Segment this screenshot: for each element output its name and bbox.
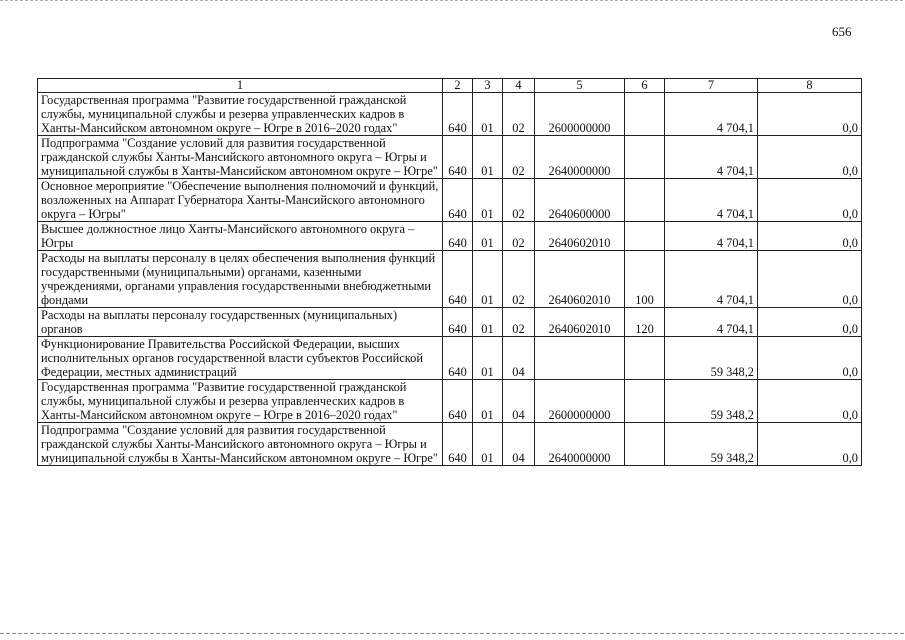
- target-article-code: 2640000000: [535, 423, 625, 466]
- expense-type-code: [625, 222, 665, 251]
- amount-secondary: 0,0: [758, 380, 862, 423]
- row-name: Высшее должностное лицо Ханты-Мансийского автономного округа – Югры: [38, 222, 443, 251]
- row-name: Подпрограмма "Создание условий для развития государственной гражданской службы Ханты-Мансийского автономного округа – Югры и муниципальной службы в Ханты-Мансийском автономном округе – Югре": [38, 423, 443, 466]
- amount: 59 348,2: [665, 337, 758, 380]
- table-row: [38, 136, 862, 179]
- target-article-code: 2600000000: [535, 380, 625, 423]
- subsection-code: 02: [503, 93, 535, 136]
- section-code: 01: [473, 222, 503, 251]
- expense-type-code: 120: [625, 308, 665, 337]
- target-article-code: 2600000000: [535, 93, 625, 136]
- subsection-code: 04: [503, 380, 535, 423]
- expense-type-code: [625, 93, 665, 136]
- column-header-2: 2: [443, 79, 473, 93]
- row-name: Расходы на выплаты персоналу в целях обеспечения выполнения функций государственными (муниципальными) органами, казенными учреждениями, органами управления государственными внебюджетными фондами: [38, 251, 443, 308]
- row-name: Расходы на выплаты персоналу государственных (муниципальных) органов: [38, 308, 443, 337]
- table-row: [38, 423, 862, 466]
- subsection-code: 02: [503, 136, 535, 179]
- ministry-code: 640: [443, 251, 473, 308]
- column-header-6: 6: [625, 79, 665, 93]
- expense-type-code: [625, 136, 665, 179]
- table-row: [38, 222, 862, 251]
- subsection-code: 04: [503, 423, 535, 466]
- amount: 4 704,1: [665, 93, 758, 136]
- section-code: 01: [473, 136, 503, 179]
- amount-secondary: 0,0: [758, 136, 862, 179]
- amount-secondary: 0,0: [758, 251, 862, 308]
- amount-secondary: 0,0: [758, 93, 862, 136]
- ministry-code: 640: [443, 93, 473, 136]
- subsection-code: 04: [503, 337, 535, 380]
- ministry-code: 640: [443, 337, 473, 380]
- table-row: [38, 179, 862, 222]
- amount: 4 704,1: [665, 308, 758, 337]
- section-code: 01: [473, 251, 503, 308]
- row-name: Подпрограмма "Создание условий для развития государственной гражданской службы Ханты-Мансийского автономного округа – Югры и муниципальной службы в Ханты-Мансийском автономном округе – Югре": [38, 136, 443, 179]
- table-row: [38, 308, 862, 337]
- subsection-code: 02: [503, 222, 535, 251]
- target-article-code: 2640602010: [535, 308, 625, 337]
- amount: 4 704,1: [665, 136, 758, 179]
- column-header-3: 3: [473, 79, 503, 93]
- ministry-code: 640: [443, 308, 473, 337]
- section-code: 01: [473, 337, 503, 380]
- budget-table: [37, 78, 862, 466]
- expense-type-code: [625, 380, 665, 423]
- subsection-code: 02: [503, 251, 535, 308]
- scan-top-edge: [0, 0, 905, 1]
- table-row: [38, 93, 862, 136]
- ministry-code: 640: [443, 222, 473, 251]
- ministry-code: 640: [443, 423, 473, 466]
- target-article-code: 2640602010: [535, 251, 625, 308]
- section-code: 01: [473, 380, 503, 423]
- expense-type-code: [625, 179, 665, 222]
- amount: 59 348,2: [665, 380, 758, 423]
- amount-secondary: 0,0: [758, 337, 862, 380]
- table-row: [38, 337, 862, 380]
- amount: 4 704,1: [665, 251, 758, 308]
- amount-secondary: 0,0: [758, 308, 862, 337]
- target-article-code: 2640000000: [535, 136, 625, 179]
- section-code: 01: [473, 308, 503, 337]
- amount: 4 704,1: [665, 222, 758, 251]
- amount-secondary: 0,0: [758, 179, 862, 222]
- section-code: 01: [473, 179, 503, 222]
- scan-bottom-edge: [0, 633, 905, 634]
- ministry-code: 640: [443, 380, 473, 423]
- ministry-code: 640: [443, 136, 473, 179]
- column-header-1: 1: [38, 79, 443, 93]
- table-row: [38, 251, 862, 308]
- column-header-5: 5: [535, 79, 625, 93]
- row-name: Основное мероприятие "Обеспечение выполнения полномочий и функций, возложенных на Аппарат Губернатора Ханты-Мансийского автономного округа – Югры": [38, 179, 443, 222]
- column-header-7: 7: [665, 79, 758, 93]
- header-row: [38, 79, 862, 93]
- row-name: Функционирование Правительства Российской Федерации, высших исполнительных органов государственной власти субъектов Российской Федерации, местных администраций: [38, 337, 443, 380]
- subsection-code: 02: [503, 179, 535, 222]
- subsection-code: 02: [503, 308, 535, 337]
- row-name: Государственная программа "Развитие государственной гражданской службы, муниципальной службы и резерва управленческих кадров в Ханты-Мансийском автономном округе – Югре в 2016–2020 годах": [38, 380, 443, 423]
- expense-type-code: [625, 337, 665, 380]
- target-article-code: [535, 337, 625, 380]
- amount-secondary: 0,0: [758, 423, 862, 466]
- section-code: 01: [473, 93, 503, 136]
- amount: 4 704,1: [665, 179, 758, 222]
- page-number: 656: [832, 24, 852, 39]
- column-header-8: 8: [758, 79, 862, 93]
- target-article-code: 2640600000: [535, 179, 625, 222]
- amount-secondary: 0,0: [758, 222, 862, 251]
- target-article-code: 2640602010: [535, 222, 625, 251]
- row-name: Государственная программа "Развитие государственной гражданской службы, муниципальной службы и резерва управленческих кадров в Ханты-Мансийском автономном округе – Югре в 2016–2020 годах": [38, 93, 443, 136]
- amount: 59 348,2: [665, 423, 758, 466]
- table-row: [38, 380, 862, 423]
- expense-type-code: 100: [625, 251, 665, 308]
- column-header-4: 4: [503, 79, 535, 93]
- section-code: 01: [473, 423, 503, 466]
- expense-type-code: [625, 423, 665, 466]
- ministry-code: 640: [443, 179, 473, 222]
